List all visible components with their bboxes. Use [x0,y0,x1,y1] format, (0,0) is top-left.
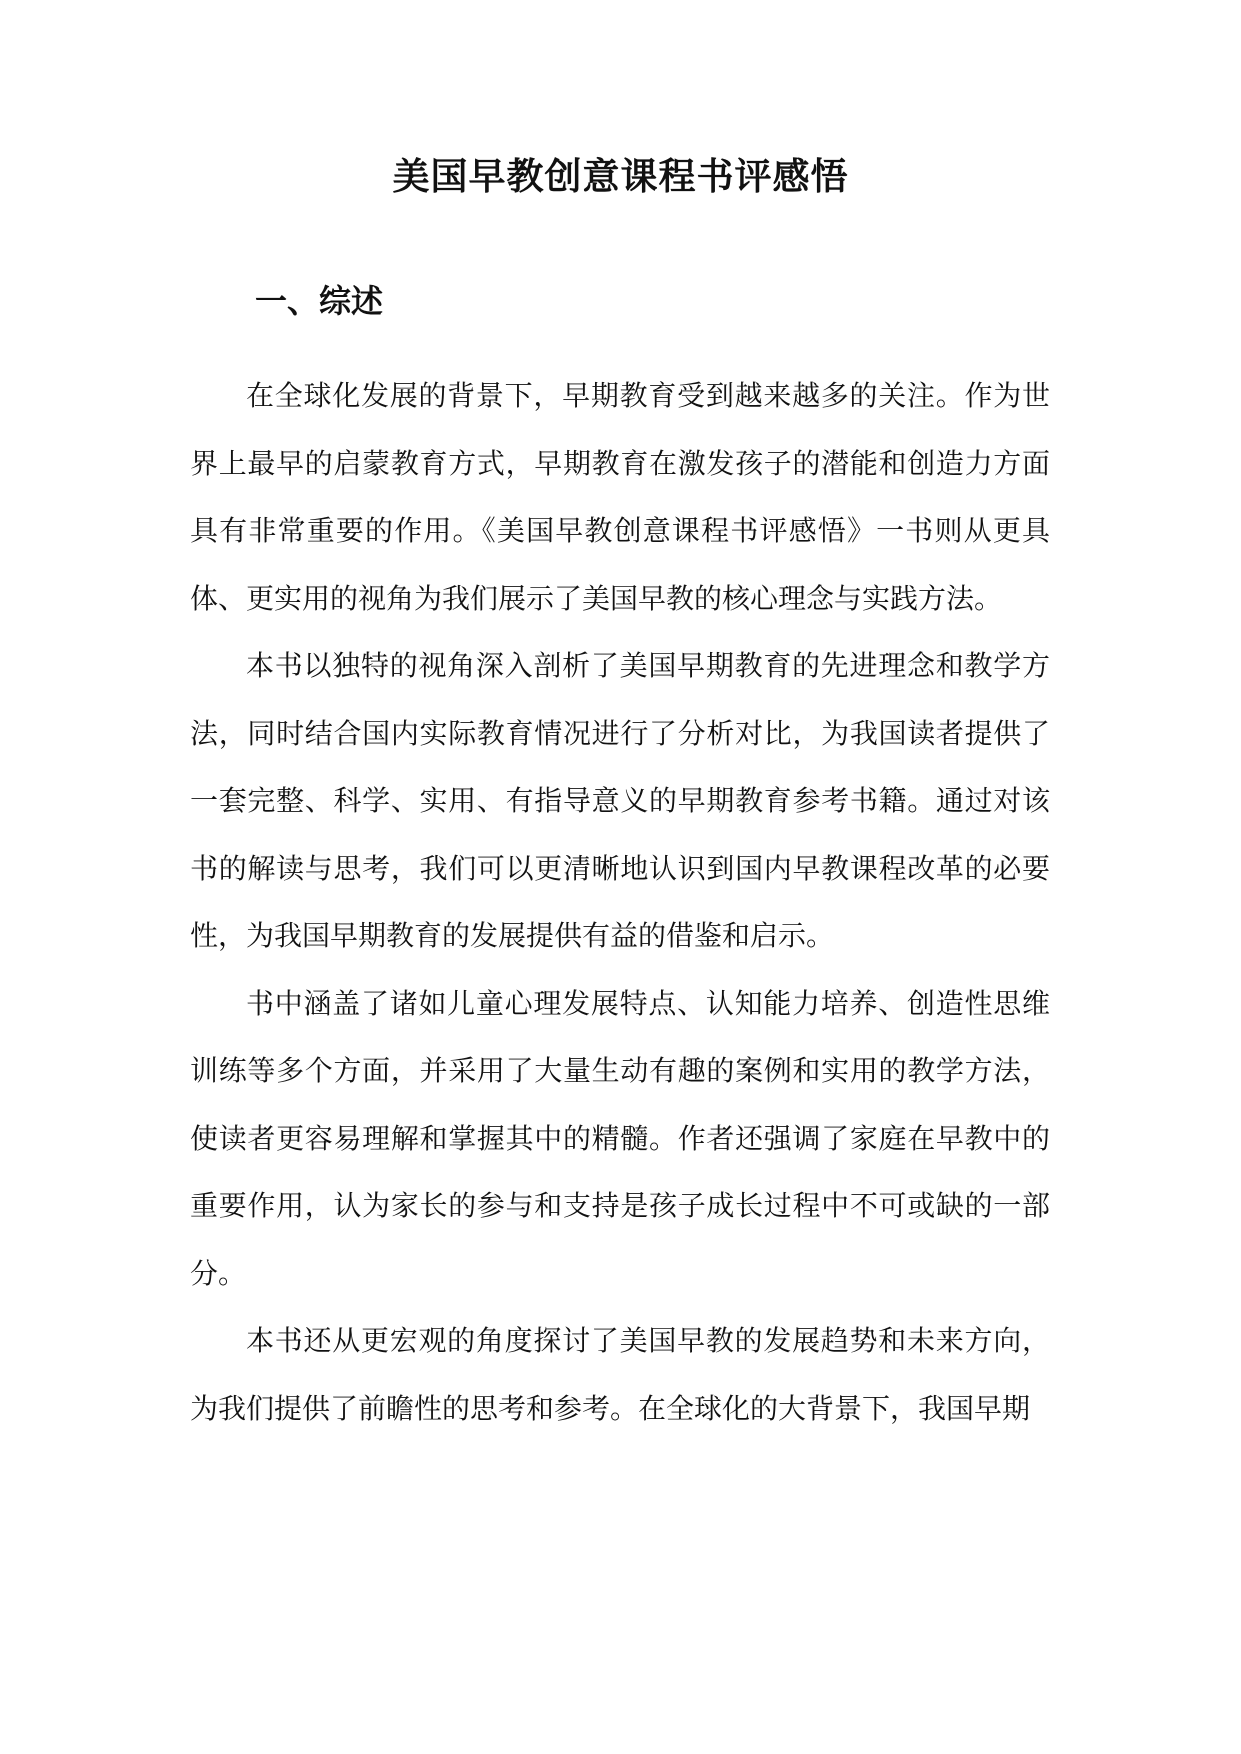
document-body [190,362,1050,1442]
paragraph: 在全球化发展的背景下，早期教育受到越来越多的关注。作为世界上最早的启蒙教育方式，早期教育在激发孩子的潜能和创造力方面具有非常重要的作用。《美国早教创意课程书评感悟》一书则从更具体、更实用的视角为我们展示了美国早教的核心理念与实践方法。 [190,379,1050,615]
paragraph: 书中涵盖了诸如儿童心理发展特点、认知能力培养、创造性思维训练等多个方面，并采用了大量生动有趣的案例和实用的教学方法，使读者更容易理解和掌握其中的精髓。作者还强调了家庭在早教中的重要作用，认为家长的参与和支持是孩子成长过程中不可或缺的一部分。 [190,986,1050,1290]
paragraph: 本书还从更宏观的角度探讨了美国早教的发展趋势和未来方向，为我们提供了前瞻性的思考和参考。在全球化的大背景下，我国早期 [190,1324,1050,1425]
section-heading-overview: 一、综述 [255,282,384,320]
paragraph: 本书以独特的视角深入剖析了美国早期教育的先进理念和教学方法，同时结合国内实际教育情况进行了分析对比，为我国读者提供了一套完整、科学、实用、有指导意义的早期教育参考书籍。通过对该书的解读与思考，我们可以更清晰地认识到国内早教课程改革的必要性，为我国早期教育的发展提供有益的借鉴和启示。 [190,649,1050,952]
document-title: 美国早教创意课程书评感悟 [392,154,849,198]
